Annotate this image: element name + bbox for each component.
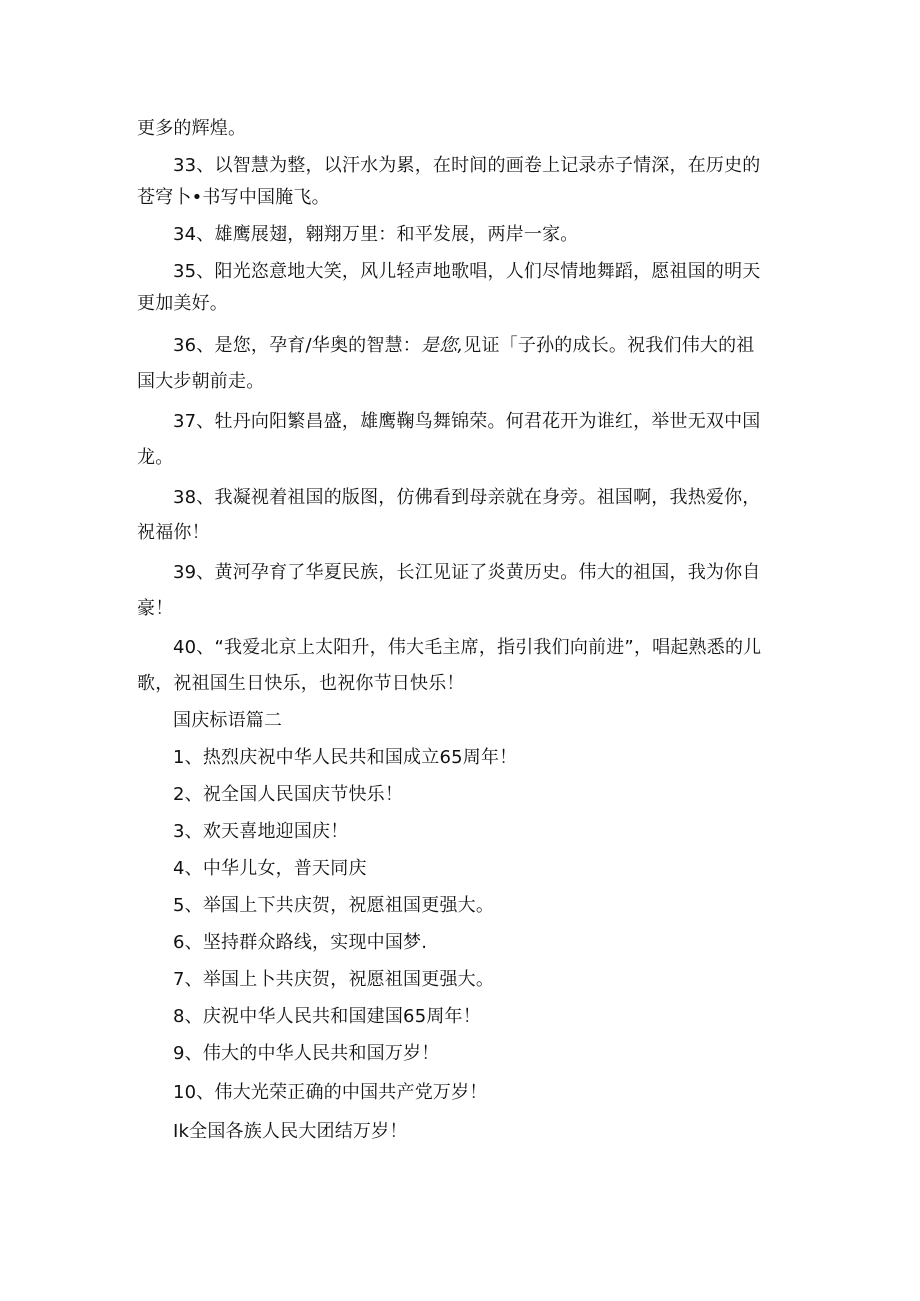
paragraph-line: 38、我凝视着祖国的版图，仿佛看到母亲就在身旁。祖国啊，我热爱你， — [173, 487, 761, 508]
list-item: 4、中华儿女，普天同庆 — [173, 858, 367, 879]
paragraph-line: 更多的辉煌。 — [137, 118, 247, 139]
list-item: 6、坚持群众路线，实现中国梦. — [173, 932, 428, 953]
paragraph-line: 40、“我爱北京上太阳升，伟大毛主席，指引我们向前进”，唱起熟悉的儿 — [173, 637, 762, 658]
paragraph-line: 祝福你！ — [137, 522, 210, 543]
list-item: 7、举国上卜共庆贺，祝愿祖国更强大。 — [173, 969, 495, 990]
paragraph-line: 龙。 — [137, 447, 174, 468]
paragraph-line: 37、牡丹向阳繁昌盛，雄鹰鞠鸟舞锦荣。何君花开为谁红，举世无双中国 — [173, 411, 761, 432]
paragraph-line: 39、黄河孕育了华夏民族，长江见证了炎黄历史。伟大的祖国，我为你自 — [173, 562, 761, 583]
paragraph-line: 34、雄鹰展翅，翱翔万里：和平发展，两岸一家。 — [173, 224, 579, 245]
paragraph-line: 更加美好。 — [137, 293, 228, 314]
list-item: 3、欢天喜地迎国庆！ — [173, 821, 349, 842]
list-item: 8、庆祝中华人民共和国建国65周年！ — [173, 1006, 481, 1027]
paragraph-line: 歌，祝祖国生日快乐，也祝你节日快乐！ — [137, 673, 465, 694]
paragraph-line: 国大步朝前走。 — [137, 371, 265, 392]
list-item: 2、祝全国人民国庆节快乐！ — [173, 784, 404, 805]
list-item: Ik全国各族人民大团结万岁！ — [173, 1121, 408, 1142]
italic-segment: 是您, — [420, 335, 464, 356]
section-heading: 国庆标语篇二 — [173, 710, 283, 731]
paragraph-line: 豪！ — [137, 598, 174, 619]
paragraph-line: 苍穹卜•书写中国腌飞。 — [137, 187, 330, 208]
list-item: 5、举国上下共庆贺，祝愿祖国更强大。 — [173, 895, 495, 916]
list-item: 9、伟大的中华人民共和国万岁！ — [173, 1043, 440, 1064]
paragraph-line — [173, 335, 755, 357]
paragraph-line: 35、阳光恣意地大笑，风儿轻声地歌唱，人们尽情地舞蹈，愿祖国的明天 — [173, 261, 761, 282]
list-item: 1、热烈庆祝中华人民共和国成立65周年！ — [173, 747, 518, 768]
paragraph-segment: 36、是您，孕育/华奥的智慧： — [173, 335, 421, 356]
paragraph-line: 33、以智慧为整，以汗水为累，在时间的画卷上记录赤子情深，在历史的 — [173, 155, 761, 176]
paragraph-segment: 见证「子孙的成长。祝我们伟大的祖 — [463, 335, 755, 356]
list-item: 10、伟大光荣正确的中国共产党万岁！ — [173, 1082, 488, 1103]
